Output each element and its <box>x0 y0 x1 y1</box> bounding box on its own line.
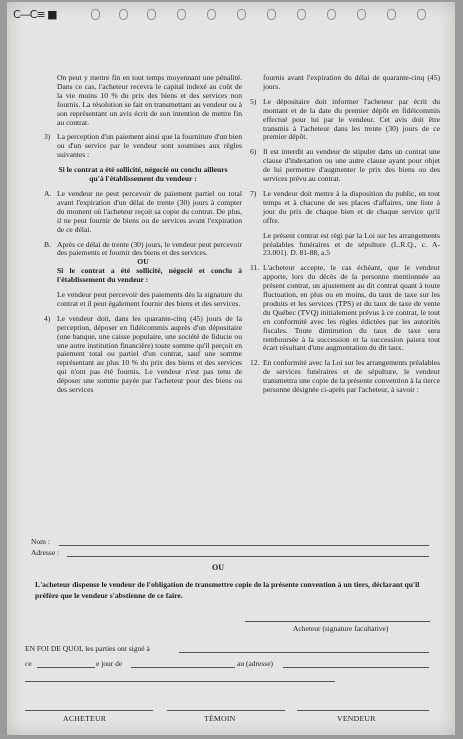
clause-number: A. <box>44 188 52 198</box>
or-separator: OU <box>137 257 149 267</box>
clause-text: Il est interdit au vendeur de stipuler dans un contrat une clause d'indexation ou une autre clause ayant pour objet de lui permettre d'augmenter le prix des biens ou des services prévu au contrat. <box>263 147 440 184</box>
buyer-label: ACHETEUR <box>63 714 107 723</box>
binder-clip-icon: C—C≡ ■ <box>13 8 57 21</box>
witness-signature-field[interactable] <box>167 710 285 711</box>
or-separator: OU <box>212 563 224 572</box>
day-field[interactable] <box>37 667 95 668</box>
seller-label: VENDEUR <box>337 714 376 723</box>
month-label: e jour de <box>96 659 123 668</box>
establishment-paragraph: Le vendeur peut percevoir des paiements dès la signature du contrat et il peut également fournir des biens et des services. <box>57 290 242 308</box>
seller-signature-field[interactable] <box>297 710 429 711</box>
day-label: ce <box>25 659 32 668</box>
governing-law-paragraph: Le présent contrat est régi par la Loi sur les arrangements préalables funéraires et de sépulture (L.R.Q., c. A-23.001). D. 81-88, a.5 <box>263 230 440 258</box>
optional-signature-label: Acheteur (signature facultative) <box>293 624 389 633</box>
name-field[interactable] <box>59 545 429 546</box>
solicited-heading: Si le contrat a été sollicité, négocié ou conclu ailleurs qu'à l'établissement du vendeur : <box>58 165 228 184</box>
continued-paragraph: fournis avant l'expiration du délai de quarante-cinq (45) jours. <box>263 73 440 91</box>
address-label: Adresse : <box>31 548 60 557</box>
clause-text: En conformité avec la Loi sur les arrangements préalables de services funéraires et de sépulture, le vendeur transmettra une copie de la présente convention à la tierce personne désignée ci-après par l'acheteur, à savoir : <box>263 358 440 395</box>
clause-number: 7) <box>250 188 257 198</box>
clause-number: 4) <box>44 313 51 323</box>
clause-number: 6) <box>250 147 257 157</box>
name-label: Nom : <box>31 537 50 546</box>
address-field[interactable] <box>67 556 429 557</box>
signed-at-field[interactable] <box>179 652 429 653</box>
address-at-field[interactable] <box>283 667 429 668</box>
clause-text: Le vendeur doit mettre à la disposition du public, en tout temps et à chacune de ses places d'affaires, une liste à jour du prix de chaque bien et de chaque service qu'il offre. <box>263 188 440 225</box>
contract-page <box>7 2 455 735</box>
clause-number: 3) <box>44 132 51 142</box>
month-field[interactable] <box>131 667 235 668</box>
clause-text: Après ce délai de trente (30) jours, le vendeur peut percevoir des paiements et fournir des biens et des services. <box>57 239 242 258</box>
waiver-paragraph: L'acheteur dispense le vendeur de l'obligation de transmettre copie de la présente convention à un tiers, déclarant qu'il préfère que le vendeur s'abstienne de ce faire. <box>35 580 420 600</box>
in-witness-label: EN FOI DE QUOI, les parties ont signé à <box>25 644 150 653</box>
cancellation-paragraph: On peut y mettre fin en tout temps moyennant une pénalité. Dans ce cas, l'acheteur recevra le capital indexé au coût de la vie moins 10 % du prix des biens et des services non fournis. La résolution se fait en transmettant au vendeur ou à son représentant un avis écrit de son intention de mettre fin au contrat. <box>57 73 242 127</box>
clause-text: Le vendeur ne peut percevoir de paiement partiel ou total avant l'expiration d'un délai de trente (30) jours à compter du moment où l'acheteur reçoit sa copie du contrat. De plus, il ne peut fournir de biens ou de services avant l'expiration de ce délai. <box>57 188 242 234</box>
clause-number: B. <box>44 239 51 249</box>
clause-text: La perception d'un paiement ainsi que la fourniture d'un bien ou d'un service par le vendeur sont soumises aux règles suivantes : <box>57 132 242 160</box>
establishment-heading: Si le contrat a été sollicité, négocié et conclu à l'établissement du vendeur : <box>57 266 242 285</box>
optional-signature-field[interactable] <box>245 621 430 622</box>
address-at-label: au (adresse) <box>237 659 274 668</box>
clause-number: 5) <box>250 96 257 106</box>
clause-text: Le vendeur doit, dans les quarante-cinq (45) jours de la perception, déposer en fidéicommis auprès d'un dépositaire (une banque, une caisse populaire, une société de fiducie ou une autre institution financière) toute somme qu'il perçoit en paiement total ou partiel d'un contrat, sauf une somme représentant au plus 10 % du prix des biens et des services qui n'ont pas été fournis. Le vendeur n'est pas tenu de déposer une somme payée par l'acheteur pour des biens ou des services <box>57 313 242 395</box>
address-continued-field[interactable] <box>25 681 335 682</box>
witness-label: TÉMOIN <box>204 714 236 723</box>
clause-number: 12. <box>250 358 260 368</box>
clause-number: 11. <box>250 263 260 273</box>
clause-text: Le dépositaire doit informer l'acheteur par écrit du montant et de la date du premier dépôt en fidéicommis effectué pour lui par le vendeur. Cet avis doit être transmis à l'acheteur dans les trente (30) jours de ce premier dépôt. <box>263 96 440 142</box>
buyer-signature-field[interactable] <box>25 710 153 711</box>
clause-text: L'acheteur accepte, le cas échéant, que le vendeur apporte, lors du décès de la personne mentionnée au présent contrat, un ajustement au dit contrat quant à toute fluctuation, en plus ou en moins, du taux de taxe sur les produits et les services (TPS) et du taux de taxe de vente du Québec (TVQ) initialement prévus à ce contrat, le tout en conformité avec les règles édictées par les autorités fiscales. Toute diminution du taux de taxe sera remboursée à la succession et la succession paiera tout écart résultant d'une augmentation du dit taux. <box>263 263 440 353</box>
